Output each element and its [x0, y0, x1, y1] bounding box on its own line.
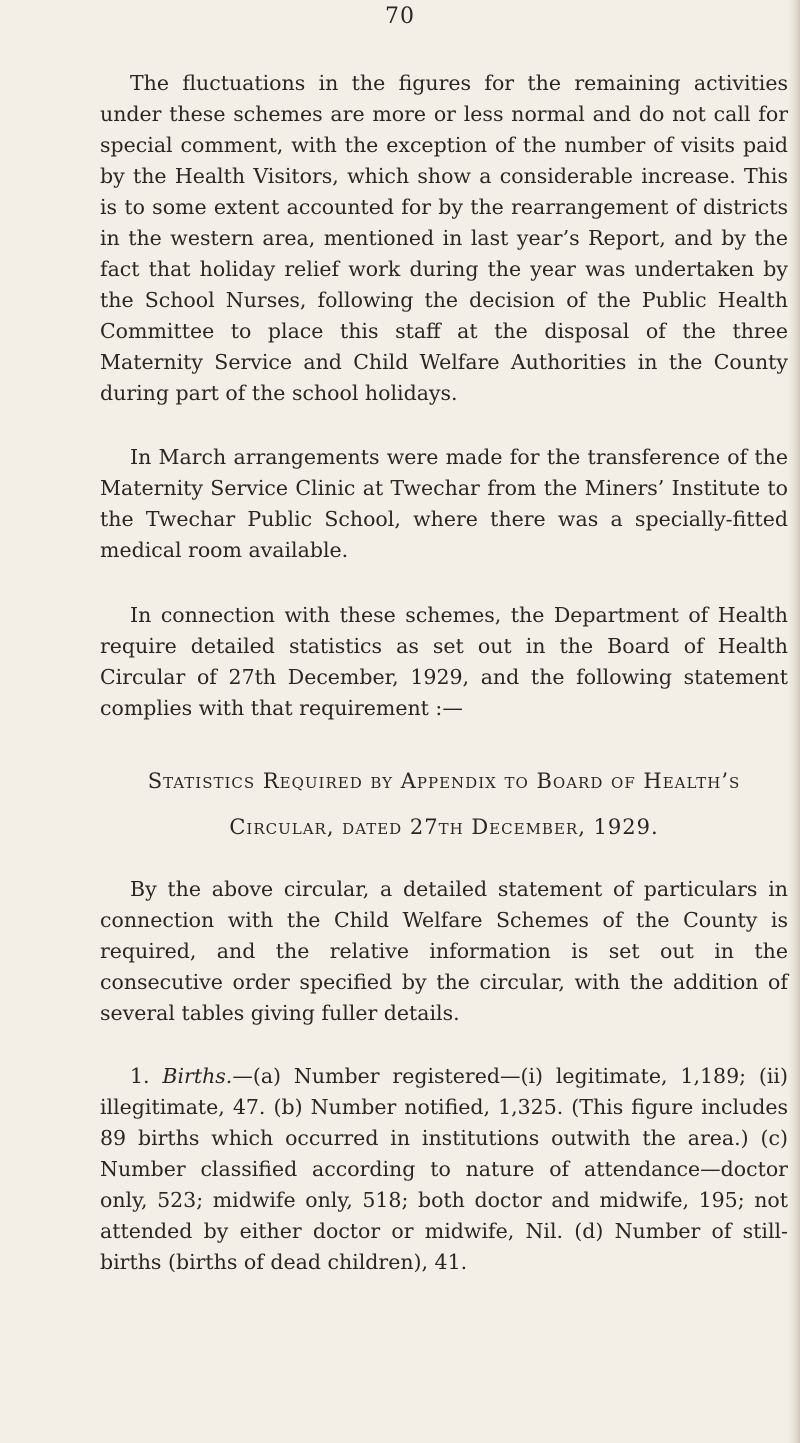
births-text-d: (d) Number of still-births (births of dead children), 41. [100, 1219, 788, 1274]
report-body [100, 68, 788, 1278]
births-item-number: 1. [130, 1064, 150, 1088]
page-number: 70 [385, 4, 415, 29]
births-item [100, 1061, 788, 1278]
births-text-a: —(a) Number registered—(i) legitimate, 1,189; (ii) illegitimate, 47. [100, 1064, 788, 1119]
paragraph-fluctuations: The fluctuations in the figures for the remaining activities under these schemes are more or less normal and do not call for special comment, with the exception of the number of visits paid by the Health Visitors, which show a considerable increase. This is to some extent accounted for by the rearrangement of districts in the western area, mentioned in last year’s Report, and by the fact that holiday relief work during the year was undertaken by the School Nurses, following the decision of the Public Health Committee to place this staff at the disposal of the three Maternity Service and Child Welfare Authorities in the County during part of the school holidays. [100, 71, 788, 405]
section-heading-line-1: Statistics Required by Appendix to Board of Health’s [147, 769, 741, 793]
page-edge-shadow [788, 0, 800, 1443]
births-text-b: (b) Number notified, 1,325. (This figure includes 89 births which occurred in institutions outwith the area.) [100, 1095, 788, 1150]
paragraph-department-statistics: In connection with these schemes, the Department of Health require detailed statistics as set out in the Board of Health Circular of 27th December, 1929, and the following statement complies with that requirement :— [100, 603, 788, 720]
section-heading [100, 762, 788, 846]
births-title: Births. [162, 1064, 233, 1088]
paragraph-twechar-clinic: In March arrangements were made for the transference of the Maternity Service Clinic at Twechar from the Miners’ Institute to the Twechar Public School, where there was a specially-fitted medical room available. [100, 445, 788, 562]
section-heading-line-2: Circular, dated 27th December, 1929. [229, 815, 659, 839]
paragraph-circular-statement: By the above circular, a detailed statement of particulars in connection with the Child Welfare Schemes of the County is required, and the relative information is set out in the consecutive order specified by the circular, with the addition of several tables giving fuller details. [100, 877, 788, 1025]
births-text-c: (c) Number classified according to nature of attendance—doctor only, 523; midwife only, 518; both doctor and midwife, 195; not attended by either doctor or midwife, Nil. [100, 1126, 788, 1243]
